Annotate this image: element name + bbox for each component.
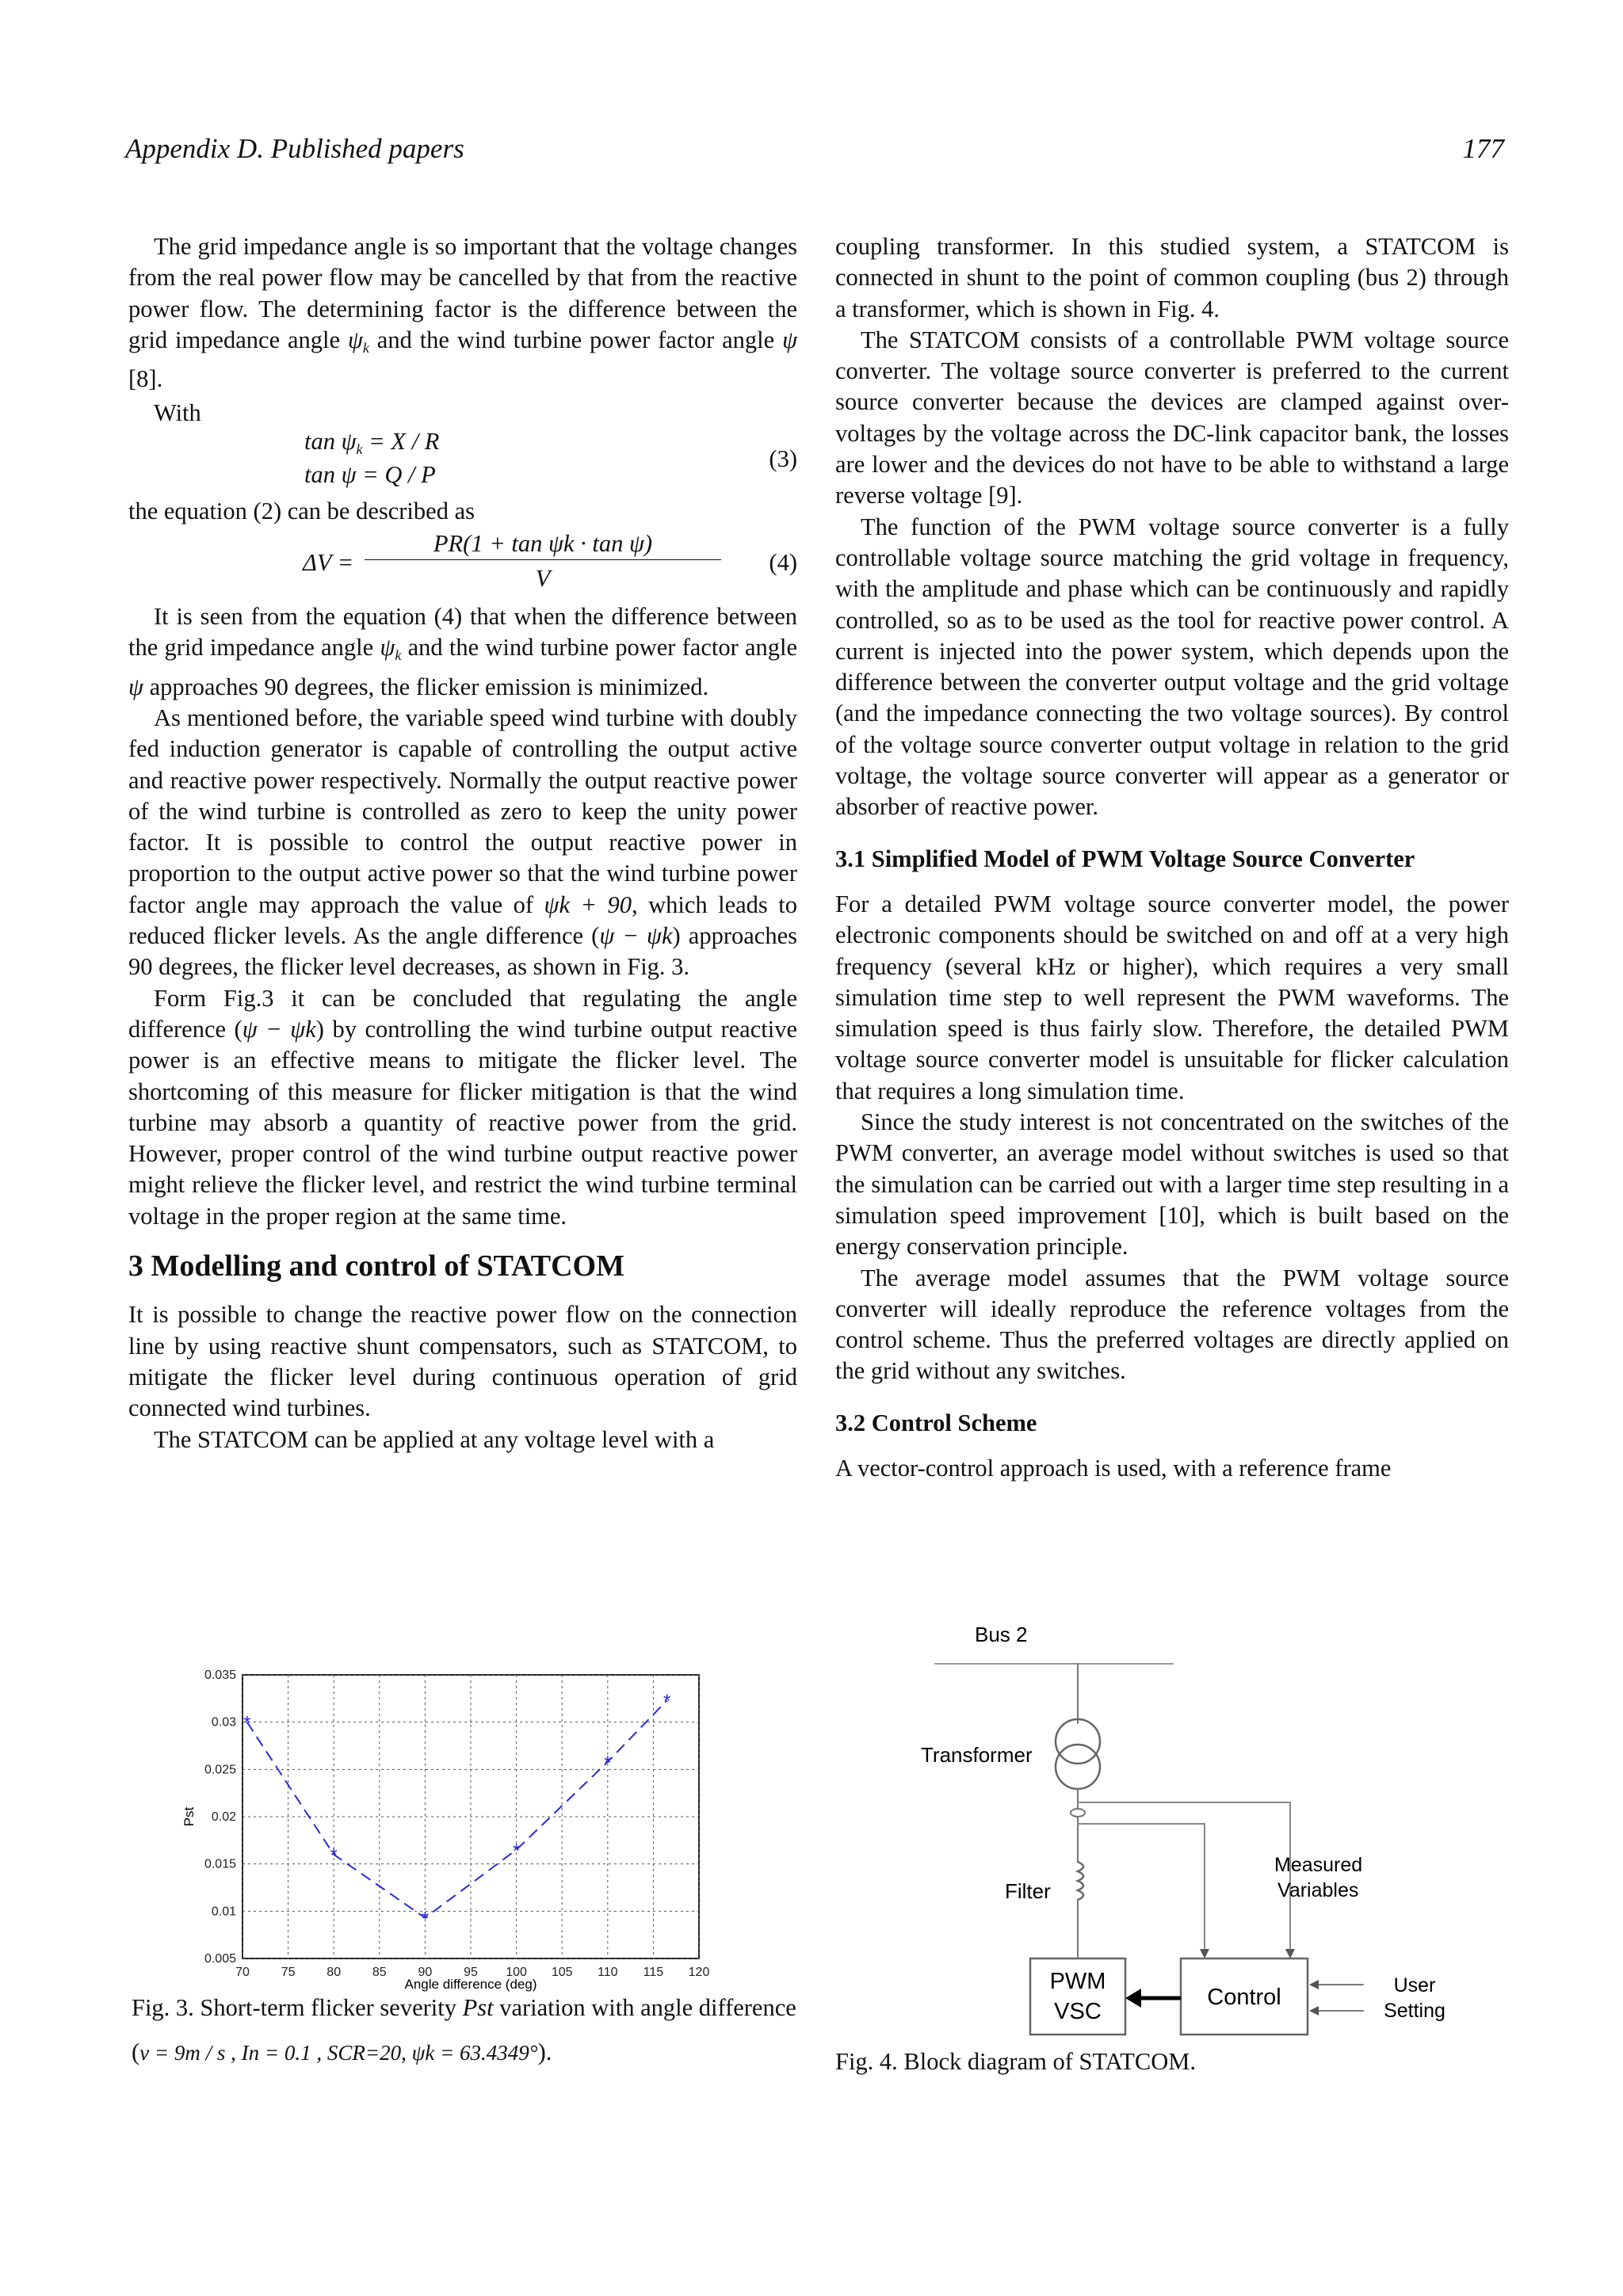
y-tick-label: 0.015	[204, 1857, 236, 1871]
x-tick-label: 120	[688, 1966, 710, 1979]
paragraph: The STATCOM consists of a controllable PWM voltage source converter. The voltage source converter is preferred to the current source converter because the devices are clamped against over-voltages by the voltage across the DC-link capacitor bank, the losses are lower and the devices do not have to be able to withstand a large reverse voltage [9].	[835, 326, 1509, 509]
y-tick-label: 0.005	[204, 1952, 236, 1966]
paragraph: Form Fig.3 it can be concluded that regulating the angle difference (ψ − ψk) by controlling the wind turbine output reactive power is an effective means to mitigate the flicker level. The shortcoming of this measure for flicker mitigation is that the wind turbine may absorb a quantity of reactive power from the grid. However, proper control of the wind turbine output reactive power might relieve the flicker level, and restrict the wind turbine terminal voltage in the proper region at the same time.	[128, 984, 797, 1230]
equation-3: $\tan \psi_k = X / R$ tan ψ = Q / P (3)	[304, 427, 797, 488]
pwm-label: PWM	[1049, 1969, 1106, 1994]
equation-4: ΔV = PR(1 + tan ψk · tan ψ) V (4)	[303, 530, 797, 593]
data-point-marker: *	[421, 1908, 430, 1930]
paragraph: The STATCOM can be applied at any voltage level with a	[154, 1425, 715, 1453]
arrow-icon	[1309, 1980, 1319, 1989]
data-point-marker: *	[512, 1840, 521, 1862]
x-tick-label: 75	[281, 1966, 296, 1979]
x-axis-label: Angle difference (deg)	[404, 1977, 537, 1992]
paragraph: With	[154, 399, 201, 427]
y-axis-label: Pst	[181, 1806, 197, 1827]
page-number: 177	[1462, 133, 1504, 164]
paragraph: As mentioned before, the variable speed wind turbine with doubly fed induction generator is capable of controlling the output active and reactive power respectively. Normally the output reactive power of the wind turbine is controlled as zero to keep the unity power factor. It is possible to control the output reactive power in proportion to the output active power so that the wind turbine power factor angle may approach the value of ψk + 90, which leads to reduced flicker levels. As the angle difference (ψ − ψk) approaches 90 degrees, the flicker level decreases, as shown in Fig. 3.	[128, 704, 797, 981]
data-point-marker: *	[663, 1691, 671, 1713]
arrow-icon	[1125, 1989, 1141, 2008]
paragraph: A vector-control approach is used, with a reference frame	[835, 1454, 1392, 1482]
paragraph: The function of the PWM voltage source converter is a fully controllable voltage source matching the grid voltage in frequency, with the amplitude and phase which can be continuously and rapidly controlled, so as to be used as the tool for reactive power control. A current is injected into the power system, which depends upon the difference between the converter output voltage and the grid voltage (and the impedance connecting the two voltage sources). By control of the voltage source converter output voltage in relation to the grid voltage, the voltage source converter will appear as a generator or absorber of reactive power.	[835, 513, 1509, 821]
bus-label: Bus 2	[975, 1623, 1028, 1646]
measured-label: Measured	[1274, 1854, 1363, 1876]
fig4-caption: Fig. 4. Block diagram of STATCOM.	[835, 2048, 1197, 2075]
paragraph: coupling transformer. In this studied system, a STATCOM is connected in shunt to the point of common coupling (bus 2) through a transformer, which is shown in Fig. 4.	[835, 233, 1509, 322]
y-tick-label: 0.01	[211, 1905, 236, 1919]
data-point-marker: *	[330, 1844, 338, 1867]
header-title: Appendix D. Published papers	[125, 133, 464, 164]
x-tick-label: 70	[235, 1966, 250, 1979]
control-label: Control	[1207, 1985, 1281, 2010]
transformer-icon	[1056, 1719, 1100, 1764]
x-tick-label: 115	[643, 1966, 664, 1979]
y-tick-label: 0.025	[204, 1763, 236, 1777]
left-column	[128, 231, 797, 1455]
paragraph: The grid impedance angle is so important that the voltage changes from the real power flow may be cancelled by that from the reactive power flow. The determining factor is the difference between the grid impedance angle $\psi_k$ and the wind turbine power factor angle ψ [8].	[128, 233, 798, 393]
setting-label: Setting	[1384, 2000, 1445, 2022]
paragraph: It is possible to change the reactive power flow on the connection line by using reactive shunt compensators, such as STATCOM, to mitigate the flicker level during continuous operation of grid connected wind turbines.	[128, 1301, 797, 1422]
y-tick-label: 0.035	[204, 1669, 236, 1682]
data-point-marker: *	[604, 1752, 612, 1774]
fig4-diagram	[888, 1616, 1458, 2060]
arrow-icon	[1200, 1949, 1209, 1958]
x-tick-label: 95	[464, 1966, 478, 1979]
x-tick-label: 90	[418, 1966, 433, 1979]
y-tick-label: 0.02	[211, 1810, 236, 1824]
user-label: User	[1393, 1974, 1436, 1997]
current-sensor-icon	[1071, 1809, 1085, 1817]
data-point-marker: *	[243, 1712, 251, 1734]
arrow-icon	[1285, 1949, 1295, 1958]
arrow-icon	[1309, 2006, 1319, 2016]
x-tick-label: 85	[372, 1966, 387, 1979]
paragraph: Since the study interest is not concentrated on the switches of the PWM converter, an average model without switches is used so that the simulation can be carried out with a larger time step resulting in a simulation speed improvement [10], which is built based on the energy conservation principle.	[835, 1108, 1509, 1261]
filter-label: Filter	[1005, 1879, 1051, 1903]
subsection-heading: 3.1 Simplified Model of PWM Voltage Source Converter	[835, 845, 1415, 872]
paragraph: the equation (2) can be described as	[128, 497, 475, 524]
transformer-icon	[1056, 1745, 1100, 1789]
vsc-label: VSC	[1054, 1999, 1102, 2024]
subsection-heading: 3.2 Control Scheme	[835, 1409, 1037, 1436]
fig3-caption: Fig. 3. Short-term flicker severity Pst variation with angle difference (v = 9m / s , In = 0.1 , SCR=20, ψk = 63.4349°).	[132, 1994, 796, 2065]
y-tick-label: 0.03	[211, 1715, 236, 1730]
x-tick-label: 100	[506, 1966, 527, 1979]
running-header	[125, 133, 1504, 173]
measured-label: Variables	[1277, 1879, 1359, 1901]
fig3-chart	[158, 1656, 729, 1997]
paragraph: The average model assumes that the PWM voltage source converter will ideally reproduce the reference voltages from the control scheme. Thus the preferred voltages are directly applied on the grid without any switches.	[835, 1264, 1509, 1385]
transformer-label: Transformer	[921, 1743, 1033, 1767]
x-tick-label: 110	[598, 1966, 618, 1979]
x-tick-label: 105	[551, 1966, 573, 1979]
right-column	[835, 231, 1509, 1484]
paragraph: It is seen from the equation (4) that when the difference between the grid impedance angle $\psi_k$ and the wind turbine power factor angle ψ approaches 90 degrees, the flicker emission is minimized.	[128, 603, 798, 700]
section-heading: 3 Modelling and control of STATCOM	[128, 1249, 624, 1283]
paragraph: For a detailed PWM voltage source converter model, the power electronic components should be switched on and off at a very high frequency (several kHz or higher), which requires a very small simulation time step to well represent the PWM waveforms. The simulation speed is thus fairly slow. Therefore, the detailed PWM voltage source converter model is unsuitable for flicker calculation that requires a long simulation time.	[835, 890, 1509, 1104]
x-tick-label: 80	[327, 1966, 342, 1979]
filter-inductor-icon	[1078, 1862, 1083, 1900]
